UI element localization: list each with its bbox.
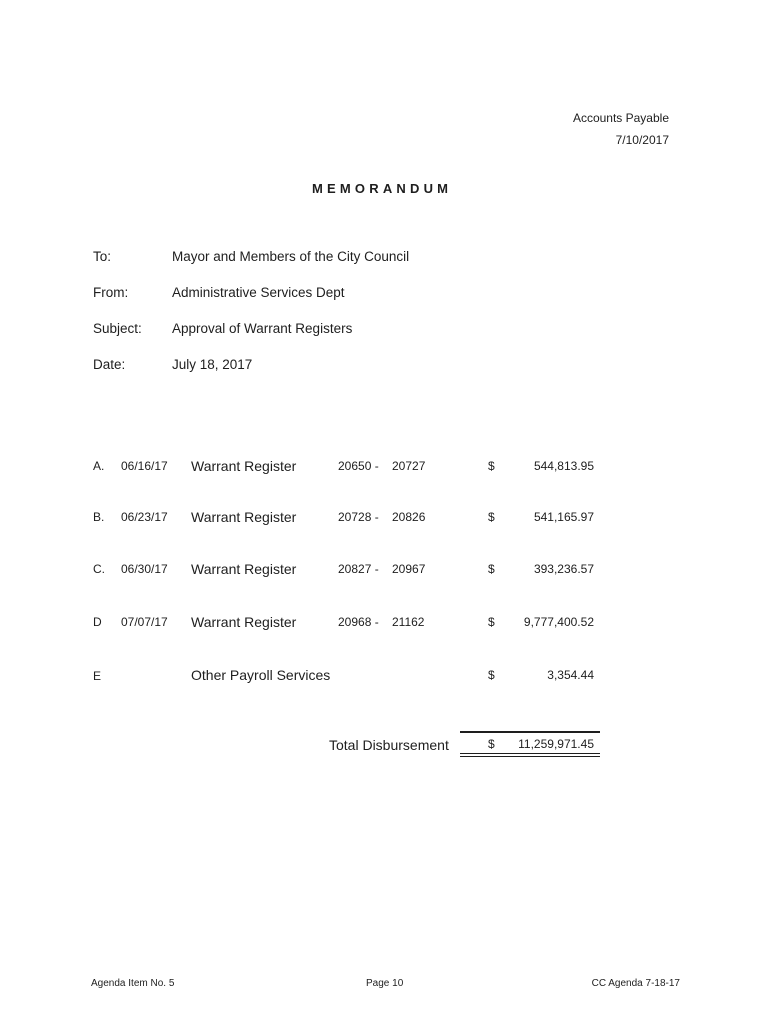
row-range-end: 21162 [392,615,425,629]
footer-agenda-date: CC Agenda 7-18-17 [591,978,680,989]
total-double-rule-1 [460,753,600,754]
subject-label: Subject: [93,321,142,336]
row-description: Warrant Register [191,561,297,577]
row-amount: 544,813.95 [533,459,594,473]
row-date: 06/16/17 [121,459,168,473]
total-label: Total Disbursement [329,737,449,753]
row-range-end: 20727 [392,459,426,473]
row-range-start: 20968 - [338,615,379,629]
row-currency: $ [488,668,495,682]
row-range-end: 20826 [392,510,426,524]
row-amount: 393,236.57 [533,562,594,576]
date-label: Date: [93,357,126,372]
row-date: 06/23/17 [121,510,168,524]
row-letter: B. [93,510,105,524]
total-top-rule [460,731,600,733]
to-value: Mayor and Members of the City Council [172,249,410,264]
row-currency: $ [488,615,495,629]
department-label: Accounts Payable [572,111,669,125]
row-letter: E [93,669,102,683]
row-letter: D [93,615,102,629]
footer-page-number: Page 10 [366,978,404,989]
row-range-start: 20650 - [338,459,379,473]
from-label: From: [93,285,129,300]
total-currency: $ [488,737,495,751]
row-amount: 9,777,400.52 [523,615,594,629]
row-currency: $ [488,510,495,524]
row-amount: 3,354.44 [547,668,594,682]
row-range-start: 20728 - [338,510,379,524]
row-description: Warrant Register [191,509,297,525]
row-date: 06/30/17 [121,562,168,576]
date-value: July 18, 2017 [172,357,253,372]
header-date: 7/10/2017 [615,133,669,147]
from-value: Administrative Services Dept [172,285,345,300]
row-amount: 541,165.97 [533,510,594,524]
row-currency: $ [488,562,495,576]
row-range-start: 20827 - [338,562,379,576]
row-description: Warrant Register [191,458,297,474]
memo-title: MEMORANDUM [312,181,453,196]
row-description: Warrant Register [191,614,297,630]
subject-value: Approval of Warrant Registers [172,321,353,336]
row-date: 07/07/17 [121,615,168,629]
row-description: Other Payroll Services [191,667,331,683]
row-letter: C. [93,562,105,576]
total-amount: 11,259,971.45 [518,737,594,751]
row-range-end: 20967 [392,562,426,576]
footer-agenda-item: Agenda Item No. 5 [91,978,175,989]
row-letter: A. [93,459,105,473]
row-currency: $ [488,459,495,473]
total-double-rule-2 [460,756,600,757]
to-label: To: [93,249,112,264]
